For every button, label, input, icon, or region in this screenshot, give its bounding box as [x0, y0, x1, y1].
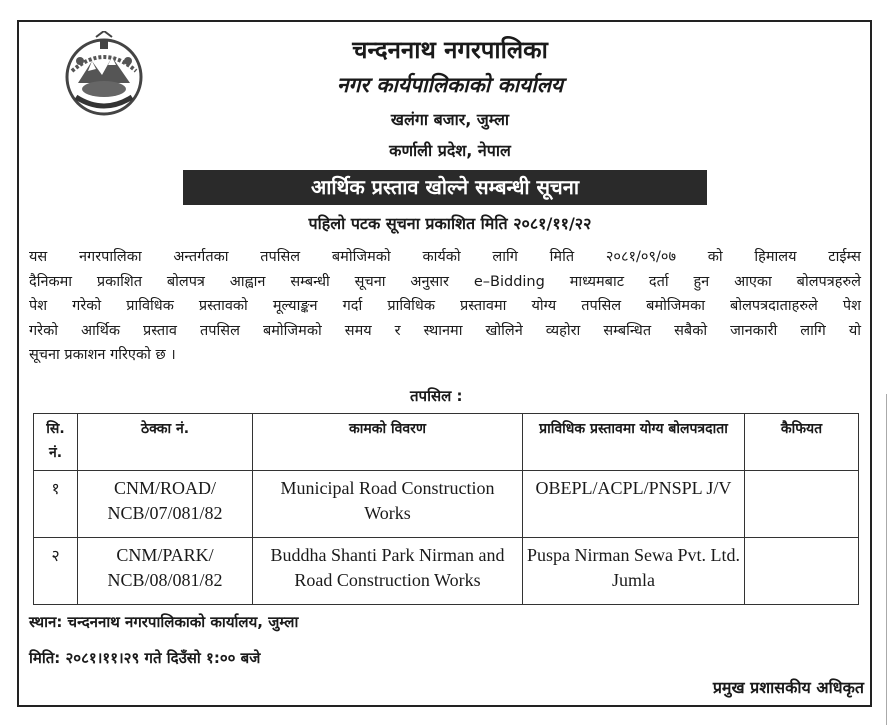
body-line: सूचना प्रकाशन गरिएको छ ।: [29, 347, 176, 363]
office-address: खलंगा बजार, जुम्ला: [390, 110, 510, 129]
col-header-description: कामको विवरण: [253, 414, 523, 471]
cell-qualified-bidder: OBEPL/ACPL/PNSPL J/V: [523, 471, 745, 538]
cell-contract-no: CNM/ROAD/ NCB/07/081/82: [78, 471, 253, 538]
body-line: यस नगरपालिका अन्तर्गतका तपसिल बमोजिमको कार्यको लागि मिति २०८१/०९/०७ को हिमालय टाईम्स: [29, 249, 861, 265]
cell-remarks: [745, 538, 859, 605]
body-line: गरेको आर्थिक प्रस्ताव तपसिल बमोजिमको समय र स्थानमा खोलिने व्यहोरा सम्बन्धित सबैको जानकारी लागि यो: [29, 322, 861, 339]
page-edge: [886, 394, 894, 725]
cell-remarks: [745, 471, 859, 538]
cell-qualified-bidder: Puspa Nirman Sewa Pvt. Ltd. Jumla: [523, 538, 745, 605]
col-header-qualified-bidder: प्राविधिक प्रस्तावमा योग्य बोलपत्रदाता: [523, 414, 745, 471]
body-line: पेश गरेको प्राविधिक प्रस्तावको मूल्याङ्कन गर्दा प्राविधिक प्रस्तावमा योग्य तपसिल बमोजिमका बोलपत्रदाताहरुले पेश: [29, 298, 861, 314]
notice-body: [29, 245, 861, 368]
schedule-label: तपसिल :: [410, 387, 463, 405]
cell-description: Buddha Shanti Park Nirman and Road Construction Works: [253, 538, 523, 605]
cell-sn: २: [34, 538, 78, 605]
col-header-contract-no: ठेक्का नं.: [78, 414, 253, 471]
col-header-remarks: कैफियत: [745, 414, 859, 471]
col-header-sn: सि. नं.: [34, 414, 78, 471]
cell-sn: १: [34, 471, 78, 538]
table-row: [34, 471, 859, 538]
cell-description: Municipal Road Construction Works: [253, 471, 523, 538]
cell-contract-no: CNM/PARK/ NCB/08/081/82: [78, 538, 253, 605]
office-name: नगर कार्यपालिकाको कार्यालय: [336, 73, 564, 97]
province-name: कर्णाली प्रदेश, नेपाल: [389, 141, 511, 160]
table-row: [34, 538, 859, 605]
notice-title-banner: आर्थिक प्रस्ताव खोल्ने सम्बन्धी सूचना: [183, 170, 707, 205]
nepal-government-emblem-icon: [58, 31, 150, 117]
opening-place: स्थान: चन्दननाथ नगरपालिकाको कार्यालय, जुम्ला: [29, 613, 299, 631]
opening-date-time: मिति: २०८१।११।२९ गते दिउँसो १:०० बजे: [29, 649, 261, 667]
bid-table: [33, 413, 859, 605]
municipality-name: चन्दननाथ नगरपालिका: [352, 36, 548, 64]
first-published-date: पहिलो पटक सूचना प्रकाशित मिति २०८१/११/२२: [308, 214, 592, 233]
signatory-title: प्रमुख प्रशासकीय अधिकृत: [712, 678, 864, 697]
table-header-row: [34, 414, 859, 471]
body-line: दैनिकमा प्रकाशित बोलपत्र आह्वान सम्बन्धी सूचना अनुसार e–Bidding माध्यमबाट दर्ता हुन आएका बोलपत्रहरुले: [29, 273, 861, 290]
